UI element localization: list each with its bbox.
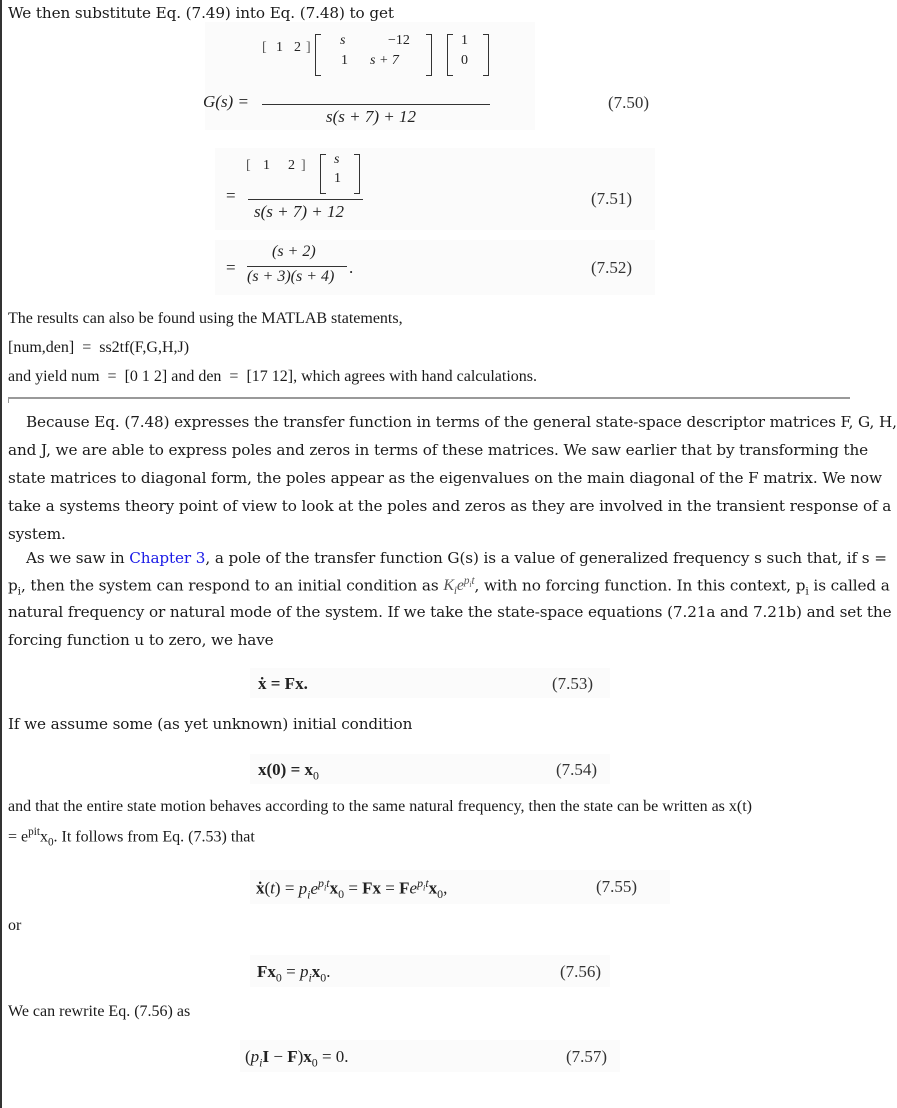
chapter-3-link[interactable]: Chapter 3 — [129, 549, 206, 567]
section-divider — [8, 397, 850, 399]
equation-number: (7.54) — [556, 760, 598, 779]
equation-body: ẋ(t) = $p_ie^{p_it}x_0 = Fx = Fe^{p_it}x_0$, — [256, 876, 448, 902]
equation-number: (7.53) — [552, 674, 594, 693]
initial-response-expression: $K_ie^{p_it}$ — [443, 575, 475, 598]
state-motion-text: and that the entire state motion behaves according to the same natural frequency, then the state can be written as x(t) — [8, 798, 753, 815]
equation-number: (7.52) — [591, 258, 633, 277]
matlab-intro: The results can also be found using the MATLAB statements, — [8, 310, 403, 327]
equation-number: (7.50) — [608, 93, 650, 112]
state-motion-text-2: = $e^{pit}x_0$. It follows from Eq. (7.53) that — [8, 826, 255, 849]
matlab-result: and yield num = [0 1 2] and den = [17 12], which agrees with hand calculations. — [8, 368, 538, 385]
assume-text: If we assume some (as yet unknown) initial condition — [8, 715, 413, 733]
equation-number: (7.51) — [591, 189, 633, 208]
matlab-code: [num,den] = ss2tf(F,G,H,J) — [8, 339, 190, 356]
equation-number: (7.57) — [566, 1047, 608, 1066]
equation-number: (7.56) — [560, 962, 602, 981]
page-left-border — [0, 0, 2, 1108]
equation-body: $(p_iI - F)x_0 = 0$. — [245, 1047, 349, 1070]
or-text: or — [8, 917, 22, 934]
intro-text: We then substitute Eq. (7.49) into Eq. (7.48) to get — [8, 4, 394, 22]
rewrite-text: We can rewrite Eq. (7.56) as — [8, 1003, 191, 1020]
equation-body: $Fx_0 = p_ix_0$. — [257, 962, 331, 985]
eq-lhs: G(s) = — [203, 92, 249, 111]
equation-number: (7.55) — [596, 877, 638, 896]
